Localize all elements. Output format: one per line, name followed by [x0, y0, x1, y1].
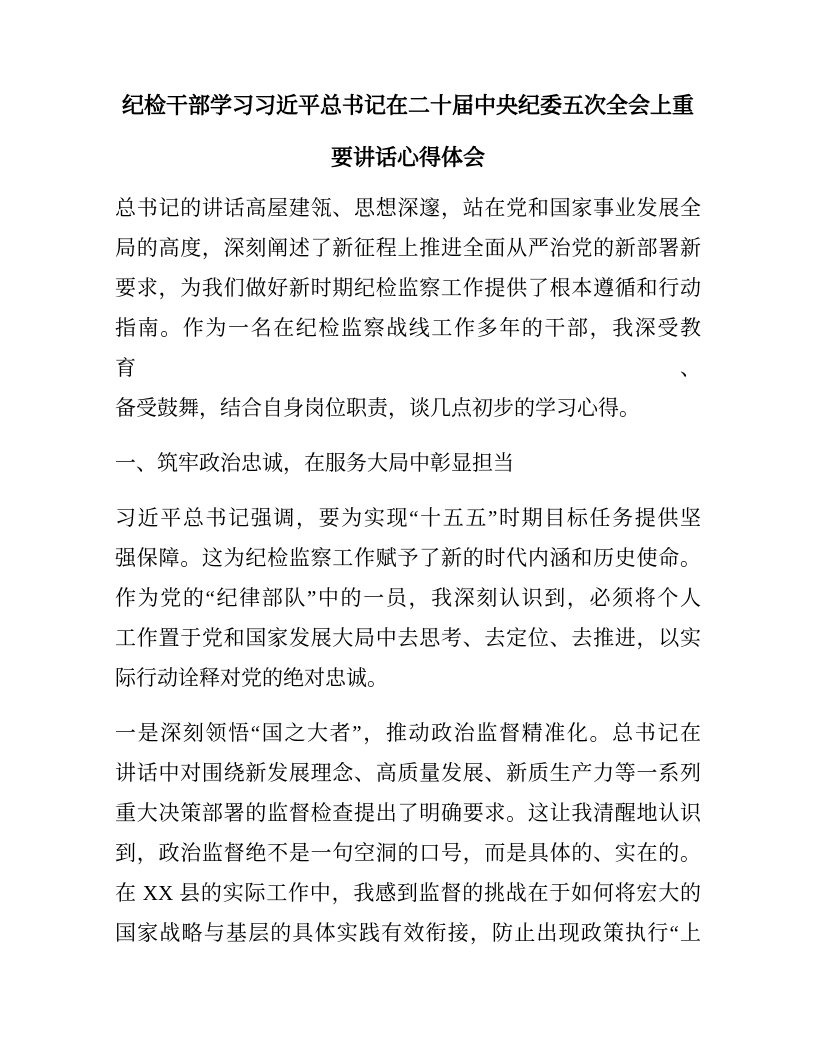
paragraph-point-1 [115, 713, 701, 953]
paragraph-line: 要求，为我们做好新时期纪检监察工作提供了根本遵循和行动 [115, 276, 701, 300]
paragraph-line: 指南。作为一名在纪检监察战线工作多年的干部，我深受教育、 [115, 316, 701, 380]
paragraph-line: 到，政治监督绝不是一句空洞的口号，而是具体的、实在的。 [115, 841, 701, 865]
section-heading-text: 一、筑牢政治忠诚，在服务大局中彰显担当 [115, 451, 514, 475]
paragraph-line: 国家战略与基层的具体实践有效衔接，防止出现政策执行“上 [115, 921, 701, 945]
paragraph-line: 作为党的“纪律部队”中的一员，我深刻认识到，必须将个人 [115, 586, 701, 610]
paragraph-line: 讲话中对围绕新发展理念、高质量发展、新质生产力等一系列 [115, 761, 701, 785]
document-title [115, 80, 701, 184]
paragraph-line: 工作置于党和国家发展大局中去思考、去定位、去推进，以实 [115, 626, 701, 650]
paragraph-line: 强保障。这为纪检监察工作赋予了新的时代内涵和历史使命。 [115, 546, 701, 570]
paragraph-line: 习近平总书记强调，要为实现“十五五”时期目标任务提供坚 [115, 506, 701, 530]
title-line-1: 纪检干部学习习近平总书记在二十届中央纪委五次全会上重 [121, 93, 694, 118]
paragraph-section-1 [115, 498, 701, 698]
paragraph-line: 在 XX 县的实际工作中，我感到监督的挑战在于如何将宏大的 [115, 881, 701, 905]
paragraph-line: 一是深刻领悟“国之大者”，推动政治监督精准化。总书记在 [115, 721, 701, 745]
paragraph-line: 重大决策部署的监督检查提出了明确要求。这让我清醒地认识 [115, 801, 701, 825]
paragraph-line: 总书记的讲话高屋建瓴、思想深邃，站在党和国家事业发展全 [115, 196, 701, 220]
title-line-2: 要讲话心得体会 [330, 145, 485, 170]
paragraph-intro [115, 188, 701, 428]
paragraph-line: 局的高度，深刻阐述了新征程上推进全面从严治党的新部署新 [115, 236, 701, 260]
paragraph-line: 际行动诠释对党的绝对忠诚。 [115, 666, 388, 690]
paragraph-line: 备受鼓舞，结合自身岗位职责，谈几点初步的学习心得。 [115, 396, 640, 420]
section-heading-1 [115, 443, 701, 483]
